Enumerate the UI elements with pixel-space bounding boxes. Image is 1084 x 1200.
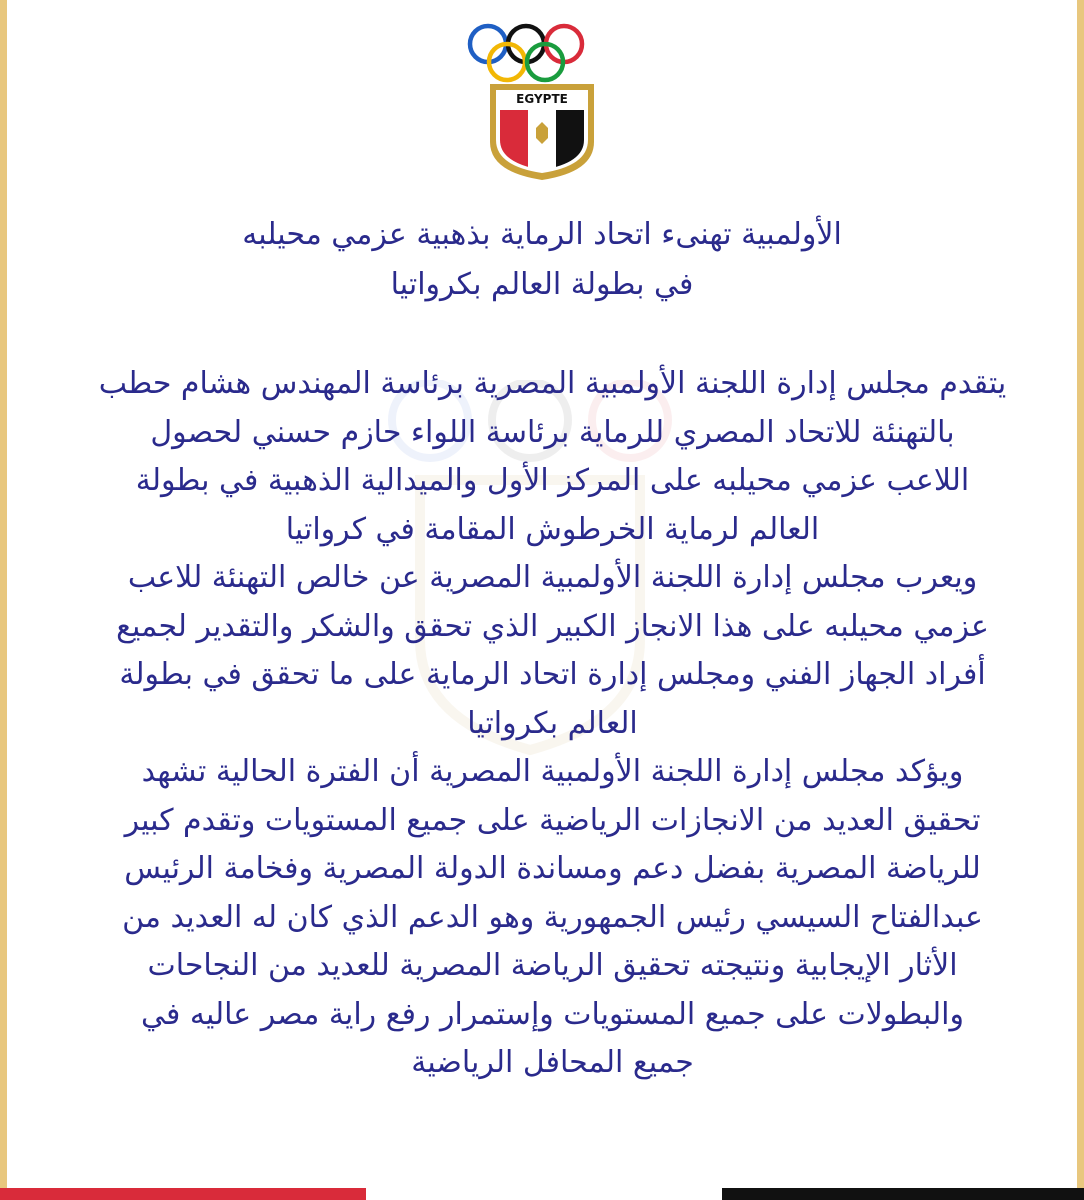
- body-line: تحقيق العديد من الانجازات الرياضية على جميع المستويات وتقدم كبير: [124, 802, 981, 838]
- body-line: للرياضة المصرية بفضل دعم ومساندة الدولة المصرية وفخامة الرئيس: [124, 851, 981, 886]
- body-line: الأثار الإيجابية ونتيجته تحقيق الرياضة المصرية للعديد من النجاحات: [147, 948, 958, 983]
- body-line: عزمي محيلبه على هذا الانجاز الكبير الذي تحقق والشكر والتقدير لجميع: [116, 608, 989, 644]
- frame-right-border: [1077, 0, 1084, 1188]
- logo-label: EGYPTE: [516, 92, 568, 106]
- body-line: ويؤكد مجلس إدارة اللجنة الأولمبية المصرية أن الفترة الحالية تشهد: [141, 754, 964, 789]
- title-line: في بطولة العالم بكرواتيا: [390, 267, 694, 302]
- body-line: جميع المحافل الرياضية: [411, 1045, 694, 1080]
- body-line: أفراد الجهاز الفني ومجلس إدارة اتحاد الرماية على ما تحقق في بطولة: [119, 657, 986, 692]
- frame-left-border: [0, 0, 7, 1188]
- bottom-red-bar: [0, 1188, 366, 1200]
- title-line: الأولمبية تهنىء اتحاد الرماية بذهبية عزمي محيلبه: [242, 217, 842, 252]
- bottom-black-bar: [722, 1188, 1084, 1200]
- body-line: والبطولات على جميع المستويات وإستمرار رفع راية مصر عاليه في: [141, 996, 964, 1032]
- body-line: اللاعب عزمي محيلبه على المركز الأول والميدالية الذهبية في بطولة: [135, 463, 970, 498]
- egypt-olympic-logo: [460, 22, 625, 182]
- body-line: بالتهنئة للاتحاد المصري للرماية برئاسة اللواء حازم حسني لحصول: [150, 414, 955, 450]
- page-title: [150, 210, 934, 310]
- body-line: العالم لرماية الخرطوش المقامة في كرواتيا: [285, 511, 820, 547]
- body-line: عبدالفتاح السيسي رئيس الجمهورية وهو الدعم الذي كان له العديد من: [122, 899, 983, 935]
- body-line: ويعرب مجلس إدارة اللجنة الأولمبية المصرية عن خالص التهنئة للاعب: [127, 560, 978, 595]
- body-line: العالم بكرواتيا: [467, 705, 638, 741]
- body-text: [80, 360, 1025, 1088]
- olympic-rings-icon: [470, 26, 582, 80]
- body-line: يتقدم مجلس إدارة اللجنة الأولمبية المصرية برئاسة المهندس هشام حطب: [98, 366, 1007, 401]
